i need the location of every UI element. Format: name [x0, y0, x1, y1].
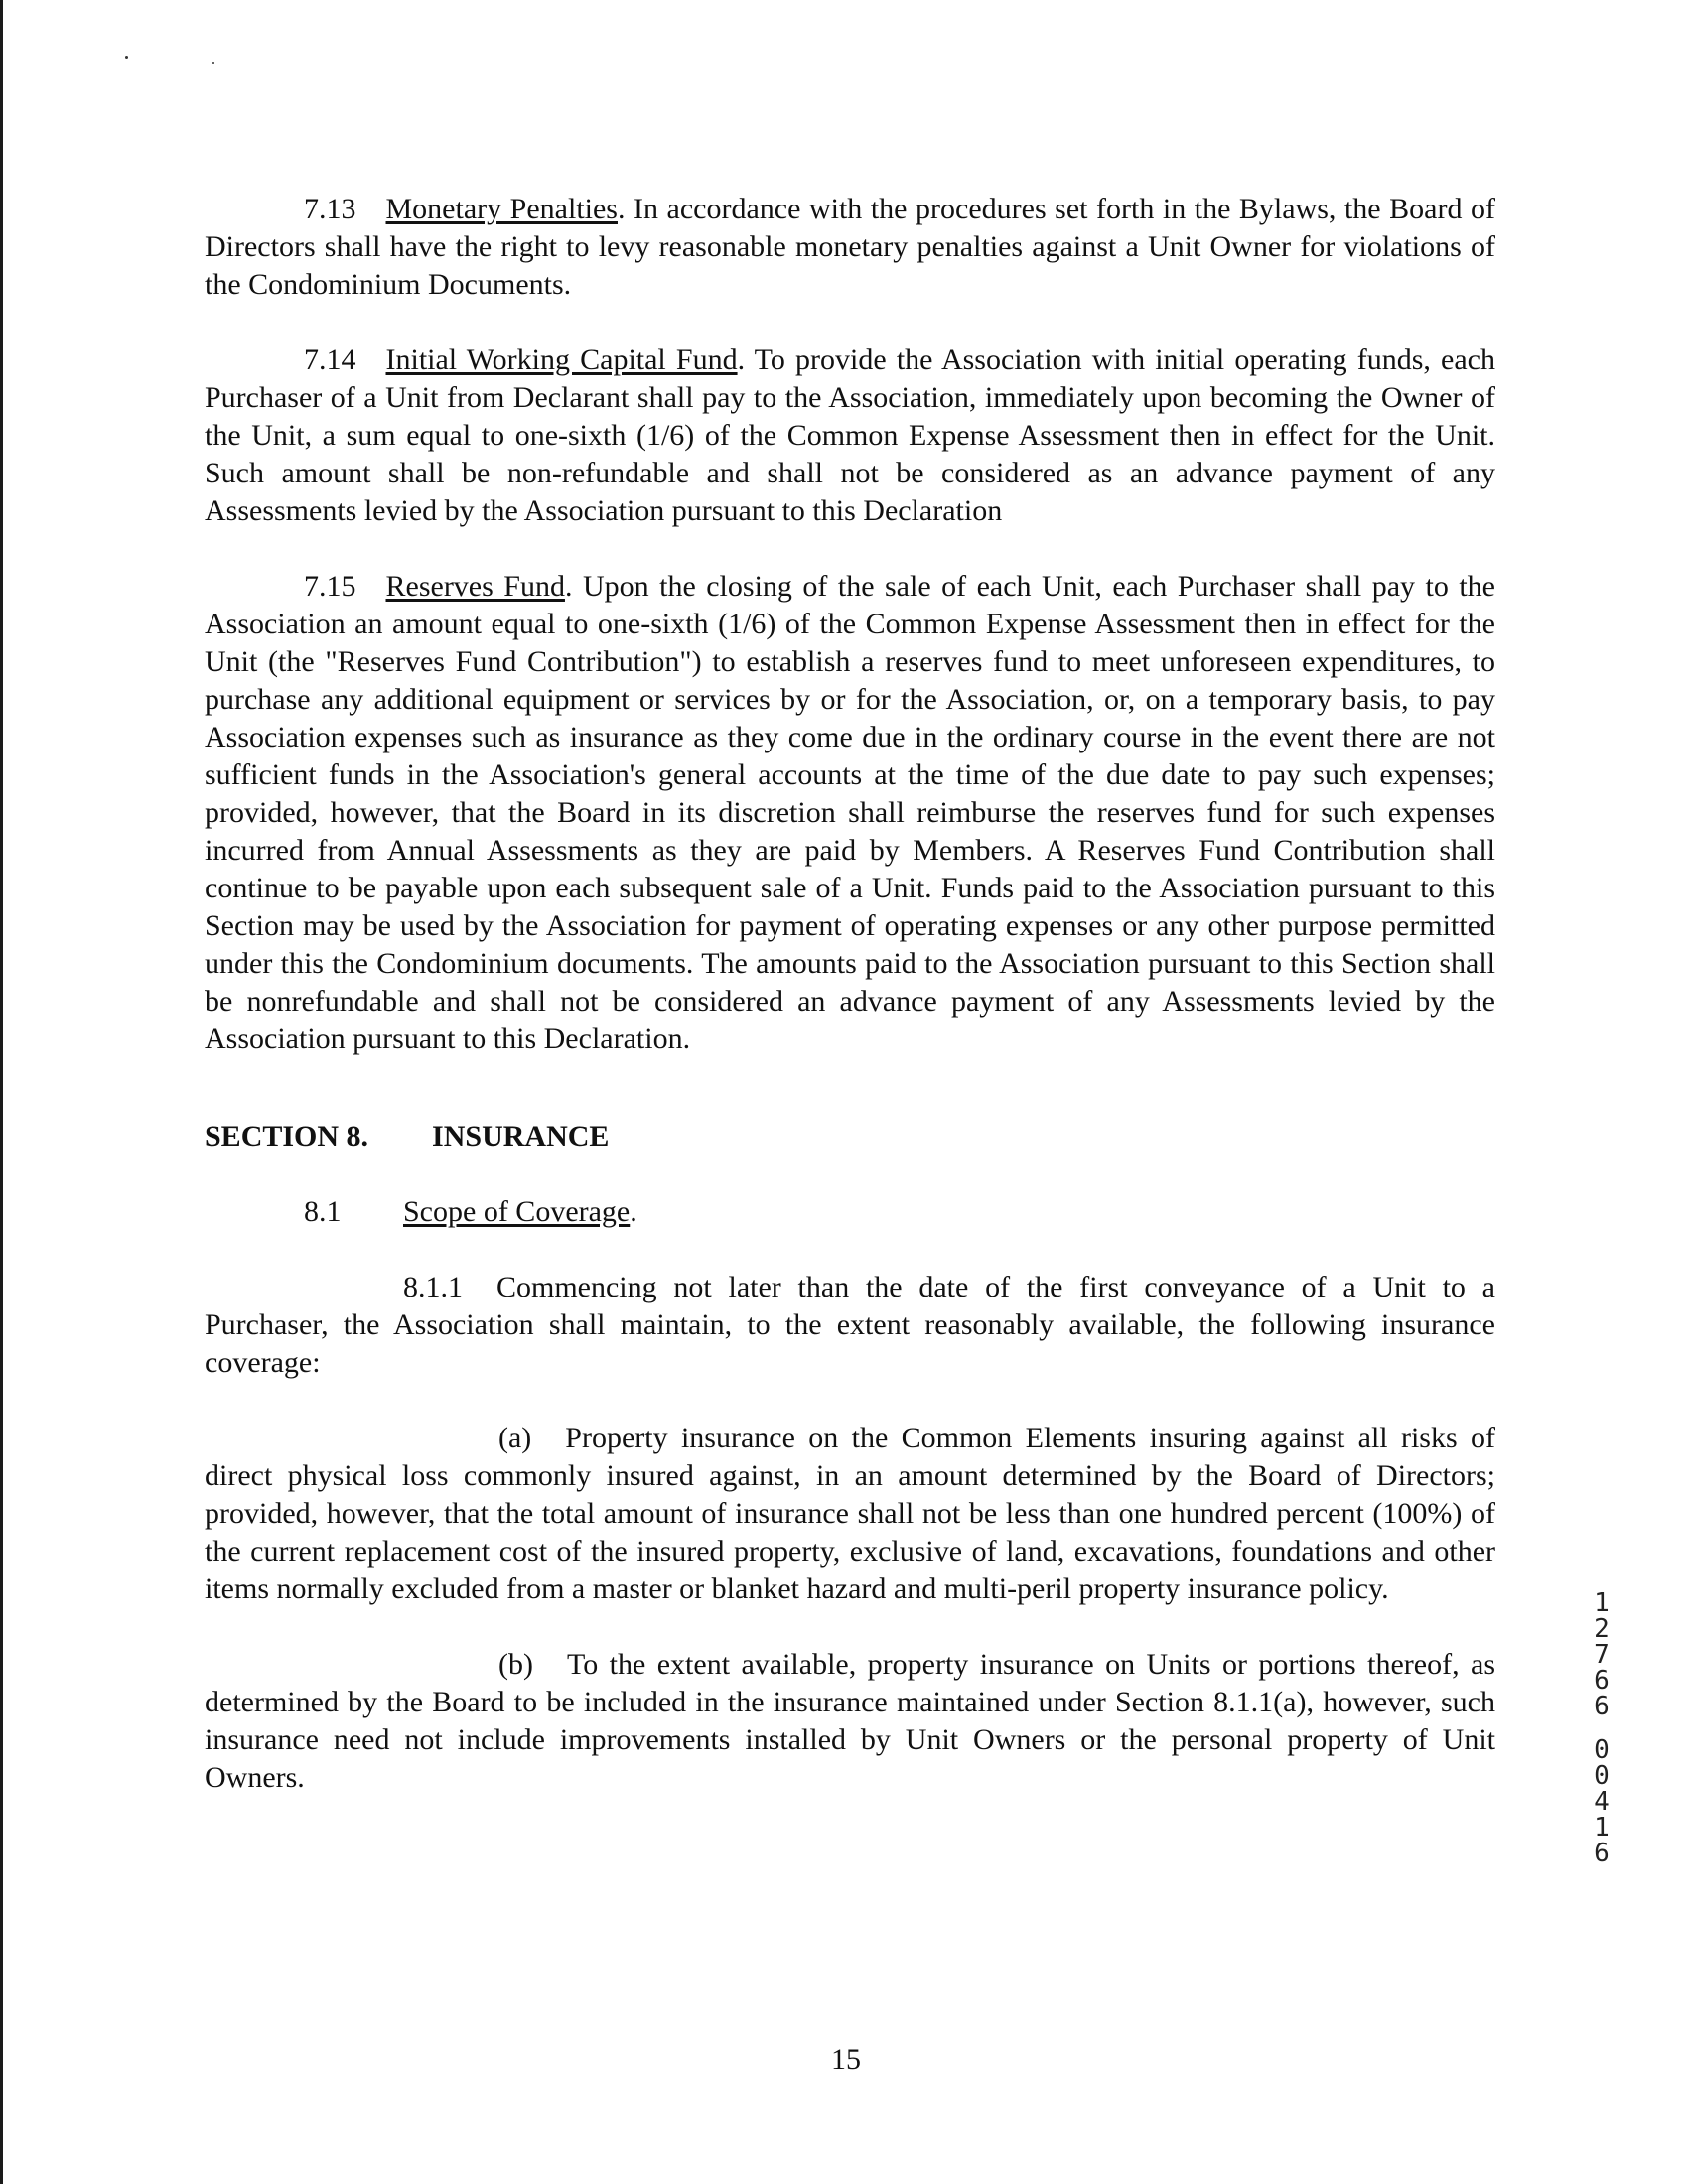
subsection-number: 8.1 — [304, 1195, 342, 1228]
clause-number: 8.1.1 — [403, 1271, 463, 1303]
stamp-digit: 1 — [1594, 1588, 1610, 1618]
section-7-14 — [205, 341, 1495, 530]
scan-speck — [125, 56, 128, 59]
section-heading-title: INSURANCE — [432, 1120, 610, 1153]
item-text: Property insurance on the Common Elements insuring against all risks of direct physical loss commonly insured against, in an amount determined by the Board of Directors; provided, however, that the total amount of insurance shall not be less than one hundred percent (100%) of the current replacement cost of the insured property, exclusive of land, excavations, foundations and other items normally excluded from a master or blanket hazard and multi-peril property insurance policy. — [205, 1422, 1495, 1605]
item-b — [205, 1646, 1495, 1797]
clause-text: Commencing not later than the date of the first conveyance of a Unit to a Purchaser, the Association shall maintain, to the extent reasonably available, the following insurance coverage: — [205, 1271, 1495, 1379]
section-text: . Upon the closing of the sale of each Unit, each Purchaser shall pay to the Association an amount equal to one-sixth (1/6) of the Common Expense Assessment then in effect for the Unit (the "Reserves Fund Contribution") to establish a reserves fund to meet unforeseen expenditures, to purchase any additional equipment or services by or for the Association, or, on a temporary basis, to pay Association expenses such as insurance as they come due in the ordinary course in the event there are not sufficient funds in the Association's general accounts at the time of the due date to pay such expenses; provided, however, that the Board in its discretion shall reimburse the reserves fund for such expenses incurred from Annual Assessments as they are paid by Members. A Reserves Fund Contribution shall continue to be payable upon each subsequent sale of a Unit. Funds paid to the Association pursuant to this Section may be used by the Association for payment of operating expenses or any other purpose permitted under this the Condominium documents. The amounts paid to the Association pursuant to this Section shall be nonrefundable and shall not be considered an advance payment of any Assessments levied by the Association pursuant to this Declaration. — [205, 570, 1495, 1055]
stamp-digit: 1 — [1594, 1813, 1610, 1843]
subsection-title-suffix: . — [630, 1195, 637, 1228]
subsection-8-1-heading — [205, 1193, 1495, 1231]
clause-8-1-1 — [205, 1269, 1495, 1382]
stamp-digit: 4 — [1594, 1787, 1610, 1817]
stamp-digit: 0 — [1594, 1735, 1610, 1765]
scan-edge-line — [0, 0, 3, 2184]
section-7-13 — [205, 191, 1495, 304]
stamp-digit: 6 — [1594, 1692, 1610, 1721]
stamp-digit: 6 — [1594, 1839, 1610, 1868]
section-text: . To provide the Association with initial operating funds, each Purchaser of a Unit from Declarant shall pay to the Association, immediately upon becoming the Owner of the Unit, a sum equal to one-sixth (1/6) of the Common Expense Assessment then in effect for the Unit. Such amount shall be non-refundable and shall not be considered as an advance payment of any Assessments levied by the Association pursuant to this Declaration — [205, 343, 1495, 527]
recording-stamp — [1590, 1590, 1614, 1866]
section-7-15 — [205, 568, 1495, 1058]
section-text: . In accordance with the procedures set forth in the Bylaws, the Board of Directors shall have the right to levy reasonable monetary penalties against a Unit Owner for violations of the Condominium Documents. — [205, 193, 1495, 301]
section-heading-number: SECTION 8. — [205, 1120, 369, 1153]
section-number: 7.14 — [304, 343, 356, 376]
stamp-digit: 7 — [1594, 1640, 1610, 1670]
item-label: (b) — [498, 1648, 533, 1681]
section-number: 7.15 — [304, 570, 356, 603]
item-a — [205, 1420, 1495, 1608]
item-label: (a) — [498, 1422, 532, 1454]
section-title: Reserves Fund — [385, 570, 565, 603]
stamp-digit: 0 — [1594, 1761, 1610, 1791]
scan-speck — [212, 62, 214, 64]
stamp-digit: 6 — [1594, 1666, 1610, 1696]
page-number: 15 — [831, 2043, 861, 2076]
document-body — [205, 191, 1495, 1835]
section-number: 7.13 — [304, 193, 356, 225]
subsection-title: Scope of Coverage — [403, 1195, 631, 1228]
section-8-heading — [205, 1118, 1495, 1156]
item-text: To the extent available, property insurance on Units or portions thereof, as determined by the Board to be included in the insurance maintained under Section 8.1.1(a), however, such insurance need not include improvements installed by Unit Owners or the personal property of Unit Owners. — [205, 1648, 1495, 1794]
section-title: Monetary Penalties — [385, 193, 618, 225]
section-title: Initial Working Capital Fund — [385, 343, 738, 376]
stamp-digit: 2 — [1594, 1614, 1610, 1644]
